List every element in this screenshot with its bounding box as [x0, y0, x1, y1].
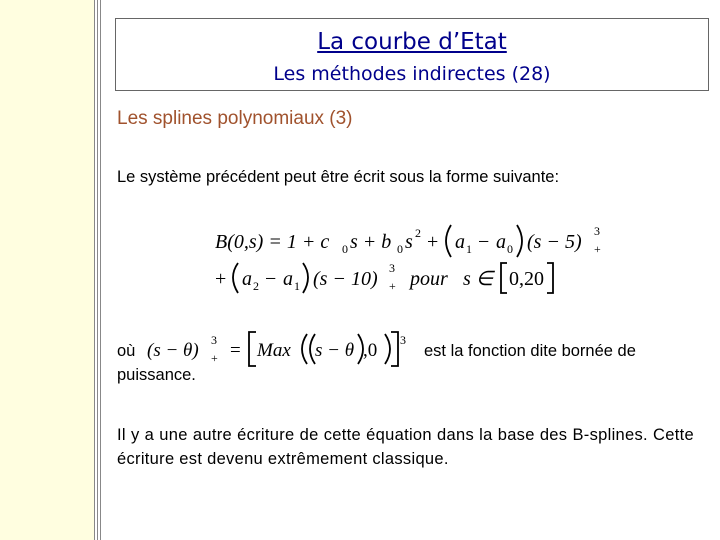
eq-line1-lhs: B(0,s) = 1 + c [215, 231, 330, 253]
borne-text: est la fonction dite bornée de [424, 342, 636, 360]
eq-paren-right [303, 263, 308, 293]
eq-line2-a2: a [242, 268, 252, 290]
eq-b-subscript: 0 [397, 242, 403, 256]
eq-line1-a0: a [496, 231, 506, 253]
eq-bracket-left [501, 263, 507, 293]
eq-factor-subscript: + [594, 242, 601, 256]
equation-main [205, 215, 605, 297]
equation-definition [145, 328, 415, 370]
eq-c-subscript: 0 [342, 242, 348, 256]
eq-line1-factor: (s − 5) [527, 231, 582, 253]
side-divider [100, 0, 101, 540]
eq-paren-left [233, 263, 238, 293]
closing-paragraph: Il y a une autre écriture de cette équation dans la base des B-splines. Cette écriture est devenu extrêmement classique. [117, 426, 694, 468]
slide-title: La courbe d’Etat [317, 29, 507, 55]
def-paren-right [385, 334, 390, 364]
def-bracket-right [391, 332, 398, 366]
def-zero: ,0 [363, 340, 378, 361]
eq-factor-subscript: + [389, 279, 396, 293]
slide-subtitle: Les méthodes indirectes (28) [273, 63, 551, 85]
eq-line1-a1: a [455, 231, 465, 253]
def-rhs-superscript: 3 [400, 333, 406, 347]
eq-a1-subscript: 1 [294, 279, 300, 293]
def-lhs: (s − θ) [147, 340, 199, 361]
eq-s2-superscript: 2 [415, 226, 421, 240]
eq-line2-plus: + [215, 268, 227, 290]
def-inner: s − θ [315, 340, 355, 361]
eq-s-in: s ∈ [463, 268, 494, 290]
eq-a2-subscript: 2 [253, 279, 259, 293]
def-lhs-subscript: + [211, 351, 218, 365]
eq-paren-right [517, 225, 522, 257]
eq-a0-subscript: 0 [507, 242, 513, 256]
side-strip [0, 0, 94, 540]
eq-line1-plus: + [427, 231, 439, 253]
eq-line1-s1: s + b [350, 231, 392, 253]
eq-line2-minus: − [265, 268, 277, 290]
title-box [115, 18, 709, 91]
puissance-label: puissance. [117, 366, 196, 384]
def-equals: = [230, 340, 241, 361]
def-lhs-superscript: 3 [211, 333, 217, 347]
eq-paren-left [446, 225, 451, 257]
eq-line2-a1: a [283, 268, 293, 290]
side-divider [97, 0, 98, 540]
eq-line2-factor: (s − 10) [313, 268, 378, 290]
eq-interval: 0,20 [509, 268, 544, 290]
eq-factor-superscript: 3 [389, 261, 395, 275]
def-paren-left [302, 334, 307, 364]
eq-line1-s2: s [405, 231, 413, 253]
eq-a1-subscript: 1 [466, 242, 472, 256]
def-max: Max [257, 340, 291, 361]
eq-line1-minus: − [478, 231, 490, 253]
section-heading: Les splines polynomiaux (3) [117, 108, 353, 129]
eq-factor-superscript: 3 [594, 224, 600, 238]
def-bracket-left [249, 332, 256, 366]
intro-paragraph: Le système précédent peut être écrit sous la forme suivante: [117, 168, 560, 186]
ou-label: où [117, 342, 136, 360]
side-divider [94, 0, 95, 540]
eq-pour-word: pour [410, 268, 448, 290]
eq-bracket-right [547, 263, 553, 293]
